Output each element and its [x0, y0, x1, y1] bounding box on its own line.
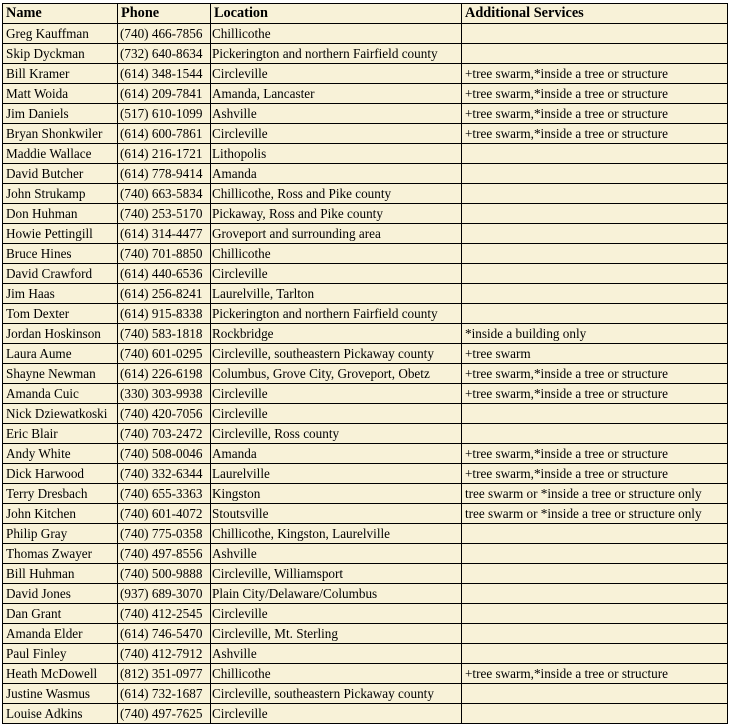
header-location: Location	[211, 4, 462, 24]
cell-name: John Kitchen	[3, 504, 118, 524]
cell-additional-services: +tree swarm,*inside a tree or structure	[462, 384, 728, 404]
header-name: Name	[3, 4, 118, 24]
cell-additional-services: +tree swarm,*inside a tree or structure	[462, 464, 728, 484]
cell-location: Kingston	[211, 484, 462, 504]
cell-name: Maddie Wallace	[3, 144, 118, 164]
cell-phone: (614) 216-1721	[118, 144, 211, 164]
cell-name: Bill Kramer	[3, 64, 118, 84]
table-header	[3, 4, 728, 24]
cell-additional-services: +tree swarm,*inside a tree or structure	[462, 364, 728, 384]
cell-location: Stoutsville	[211, 504, 462, 524]
table-row	[3, 564, 728, 584]
cell-additional-services	[462, 644, 728, 664]
cell-location: Circleville	[211, 604, 462, 624]
cell-phone: (812) 351-0977	[118, 664, 211, 684]
cell-location: Ashville	[211, 104, 462, 124]
table-row	[3, 24, 728, 44]
cell-additional-services	[462, 284, 728, 304]
cell-phone: (614) 600-7861	[118, 124, 211, 144]
cell-additional-services: tree swarm or *inside a tree or structure only	[462, 504, 728, 524]
cell-additional-services	[462, 544, 728, 564]
cell-phone: (614) 778-9414	[118, 164, 211, 184]
cell-name: Shayne Newman	[3, 364, 118, 384]
cell-name: Greg Kauffman	[3, 24, 118, 44]
cell-phone: (740) 466-7856	[118, 24, 211, 44]
cell-additional-services	[462, 424, 728, 444]
cell-location: Groveport and surrounding area	[211, 224, 462, 244]
cell-phone: (330) 303-9938	[118, 384, 211, 404]
cell-name: Laura Aume	[3, 344, 118, 364]
cell-location: Circleville	[211, 124, 462, 144]
table-row	[3, 344, 728, 364]
cell-phone: (517) 610-1099	[118, 104, 211, 124]
cell-location: Circleville	[211, 704, 462, 724]
cell-additional-services	[462, 204, 728, 224]
cell-phone: (740) 601-0295	[118, 344, 211, 364]
table-row	[3, 244, 728, 264]
table-row	[3, 704, 728, 724]
cell-location: Columbus, Grove City, Groveport, Obetz	[211, 364, 462, 384]
cell-phone: (740) 663-5834	[118, 184, 211, 204]
table-row	[3, 404, 728, 424]
cell-additional-services: +tree swarm,*inside a tree or structure	[462, 444, 728, 464]
cell-phone: (740) 497-7625	[118, 704, 211, 724]
cell-location: Circleville, southeastern Pickaway county	[211, 684, 462, 704]
table-row	[3, 124, 728, 144]
cell-phone: (740) 655-3363	[118, 484, 211, 504]
table-row	[3, 644, 728, 664]
cell-name: Jim Daniels	[3, 104, 118, 124]
cell-phone: (740) 253-5170	[118, 204, 211, 224]
cell-phone: (740) 412-2545	[118, 604, 211, 624]
cell-additional-services: +tree swarm,*inside a tree or structure	[462, 84, 728, 104]
table-row	[3, 64, 728, 84]
table-body	[3, 24, 728, 724]
cell-phone: (740) 703-2472	[118, 424, 211, 444]
cell-location: Ashville	[211, 644, 462, 664]
cell-additional-services	[462, 184, 728, 204]
cell-additional-services	[462, 404, 728, 424]
cell-location: Rockbridge	[211, 324, 462, 344]
cell-name: John Strukamp	[3, 184, 118, 204]
cell-additional-services	[462, 584, 728, 604]
cell-additional-services	[462, 604, 728, 624]
table-row	[3, 44, 728, 64]
cell-name: Don Huhman	[3, 204, 118, 224]
cell-additional-services	[462, 304, 728, 324]
table-row	[3, 304, 728, 324]
table-row	[3, 524, 728, 544]
cell-location: Chillicothe	[211, 244, 462, 264]
cell-additional-services: +tree swarm	[462, 344, 728, 364]
cell-location: Circleville, Ross county	[211, 424, 462, 444]
cell-location: Chillicothe	[211, 24, 462, 44]
cell-name: Terry Dresbach	[3, 484, 118, 504]
cell-location: Chillicothe, Ross and Pike county	[211, 184, 462, 204]
cell-name: Thomas Zwayer	[3, 544, 118, 564]
cell-name: Jim Haas	[3, 284, 118, 304]
table-row	[3, 544, 728, 564]
cell-additional-services	[462, 704, 728, 724]
cell-phone: (740) 412-7912	[118, 644, 211, 664]
cell-name: David Crawford	[3, 264, 118, 284]
table-row	[3, 384, 728, 404]
cell-phone: (614) 746-5470	[118, 624, 211, 644]
cell-name: Louise Adkins	[3, 704, 118, 724]
cell-phone: (614) 915-8338	[118, 304, 211, 324]
cell-name: Justine Wasmus	[3, 684, 118, 704]
table-row	[3, 364, 728, 384]
table-row	[3, 664, 728, 684]
table-row	[3, 184, 728, 204]
header-row	[3, 4, 728, 24]
cell-location: Circleville, southeastern Pickaway county	[211, 344, 462, 364]
table-row	[3, 284, 728, 304]
table-row	[3, 324, 728, 344]
table-row	[3, 484, 728, 504]
cell-additional-services	[462, 44, 728, 64]
table-row	[3, 624, 728, 644]
cell-location: Circleville	[211, 264, 462, 284]
cell-additional-services	[462, 144, 728, 164]
cell-location: Circleville	[211, 384, 462, 404]
cell-location: Pickaway, Ross and Pike county	[211, 204, 462, 224]
cell-name: Bruce Hines	[3, 244, 118, 264]
cell-phone: (740) 500-9888	[118, 564, 211, 584]
table-row	[3, 584, 728, 604]
table-row	[3, 164, 728, 184]
cell-phone: (740) 601-4072	[118, 504, 211, 524]
cell-phone: (740) 497-8556	[118, 544, 211, 564]
cell-location: Circleville	[211, 404, 462, 424]
cell-location: Circleville	[211, 64, 462, 84]
cell-name: Andy White	[3, 444, 118, 464]
table-row	[3, 684, 728, 704]
table-row	[3, 504, 728, 524]
cell-additional-services: +tree swarm,*inside a tree or structure	[462, 104, 728, 124]
table-row	[3, 104, 728, 124]
cell-additional-services: +tree swarm,*inside a tree or structure	[462, 64, 728, 84]
cell-additional-services	[462, 624, 728, 644]
cell-additional-services	[462, 564, 728, 584]
cell-location: Circleville, Mt. Sterling	[211, 624, 462, 644]
cell-phone: (614) 440-6536	[118, 264, 211, 284]
table-row	[3, 424, 728, 444]
cell-location: Amanda	[211, 444, 462, 464]
table-row	[3, 144, 728, 164]
cell-location: Chillicothe, Kingston, Laurelville	[211, 524, 462, 544]
cell-name: Amanda Elder	[3, 624, 118, 644]
cell-additional-services	[462, 24, 728, 44]
cell-name: David Butcher	[3, 164, 118, 184]
cell-phone: (614) 732-1687	[118, 684, 211, 704]
beekeeper-contact-table	[2, 3, 728, 724]
cell-name: Paul Finley	[3, 644, 118, 664]
cell-phone: (740) 701-8850	[118, 244, 211, 264]
cell-location: Laurelville, Tarlton	[211, 284, 462, 304]
cell-phone: (614) 226-6198	[118, 364, 211, 384]
cell-name: Heath McDowell	[3, 664, 118, 684]
cell-name: David Jones	[3, 584, 118, 604]
cell-additional-services: tree swarm or *inside a tree or structure only	[462, 484, 728, 504]
cell-location: Lithopolis	[211, 144, 462, 164]
cell-name: Amanda Cuic	[3, 384, 118, 404]
cell-phone: (732) 640-8634	[118, 44, 211, 64]
cell-phone: (740) 332-6344	[118, 464, 211, 484]
cell-location: Laurelville	[211, 464, 462, 484]
cell-location: Amanda	[211, 164, 462, 184]
cell-additional-services	[462, 164, 728, 184]
cell-additional-services: +tree swarm,*inside a tree or structure	[462, 124, 728, 144]
cell-additional-services	[462, 684, 728, 704]
cell-phone: (614) 314-4477	[118, 224, 211, 244]
cell-phone: (614) 256-8241	[118, 284, 211, 304]
table-row	[3, 444, 728, 464]
cell-phone: (740) 420-7056	[118, 404, 211, 424]
table-row	[3, 204, 728, 224]
cell-name: Matt Woida	[3, 84, 118, 104]
cell-additional-services	[462, 524, 728, 544]
cell-additional-services	[462, 244, 728, 264]
cell-phone: (740) 583-1818	[118, 324, 211, 344]
cell-name: Tom Dexter	[3, 304, 118, 324]
cell-name: Dan Grant	[3, 604, 118, 624]
cell-additional-services	[462, 224, 728, 244]
cell-phone: (614) 209-7841	[118, 84, 211, 104]
cell-name: Bryan Shonkwiler	[3, 124, 118, 144]
cell-location: Pickerington and northern Fairfield county	[211, 304, 462, 324]
cell-location: Chillicothe	[211, 664, 462, 684]
cell-location: Ashville	[211, 544, 462, 564]
cell-additional-services	[462, 264, 728, 284]
header-phone: Phone	[118, 4, 211, 24]
cell-name: Nick Dziewatkoski	[3, 404, 118, 424]
cell-location: Plain City/Delaware/Columbus	[211, 584, 462, 604]
table-row	[3, 464, 728, 484]
cell-phone: (740) 775-0358	[118, 524, 211, 544]
table-row	[3, 604, 728, 624]
table-row	[3, 264, 728, 284]
cell-name: Eric Blair	[3, 424, 118, 444]
cell-location: Pickerington and northern Fairfield county	[211, 44, 462, 64]
table-row	[3, 224, 728, 244]
cell-name: Howie Pettingill	[3, 224, 118, 244]
cell-name: Dick Harwood	[3, 464, 118, 484]
cell-additional-services: *inside a building only	[462, 324, 728, 344]
cell-phone: (740) 508-0046	[118, 444, 211, 464]
cell-location: Circleville, Williamsport	[211, 564, 462, 584]
cell-location: Amanda, Lancaster	[211, 84, 462, 104]
cell-name: Philip Gray	[3, 524, 118, 544]
header-additional-services: Additional Services	[462, 4, 728, 24]
cell-phone: (937) 689-3070	[118, 584, 211, 604]
cell-name: Jordan Hoskinson	[3, 324, 118, 344]
table-row	[3, 84, 728, 104]
cell-name: Skip Dyckman	[3, 44, 118, 64]
cell-additional-services: +tree swarm,*inside a tree or structure	[462, 664, 728, 684]
cell-name: Bill Huhman	[3, 564, 118, 584]
cell-phone: (614) 348-1544	[118, 64, 211, 84]
